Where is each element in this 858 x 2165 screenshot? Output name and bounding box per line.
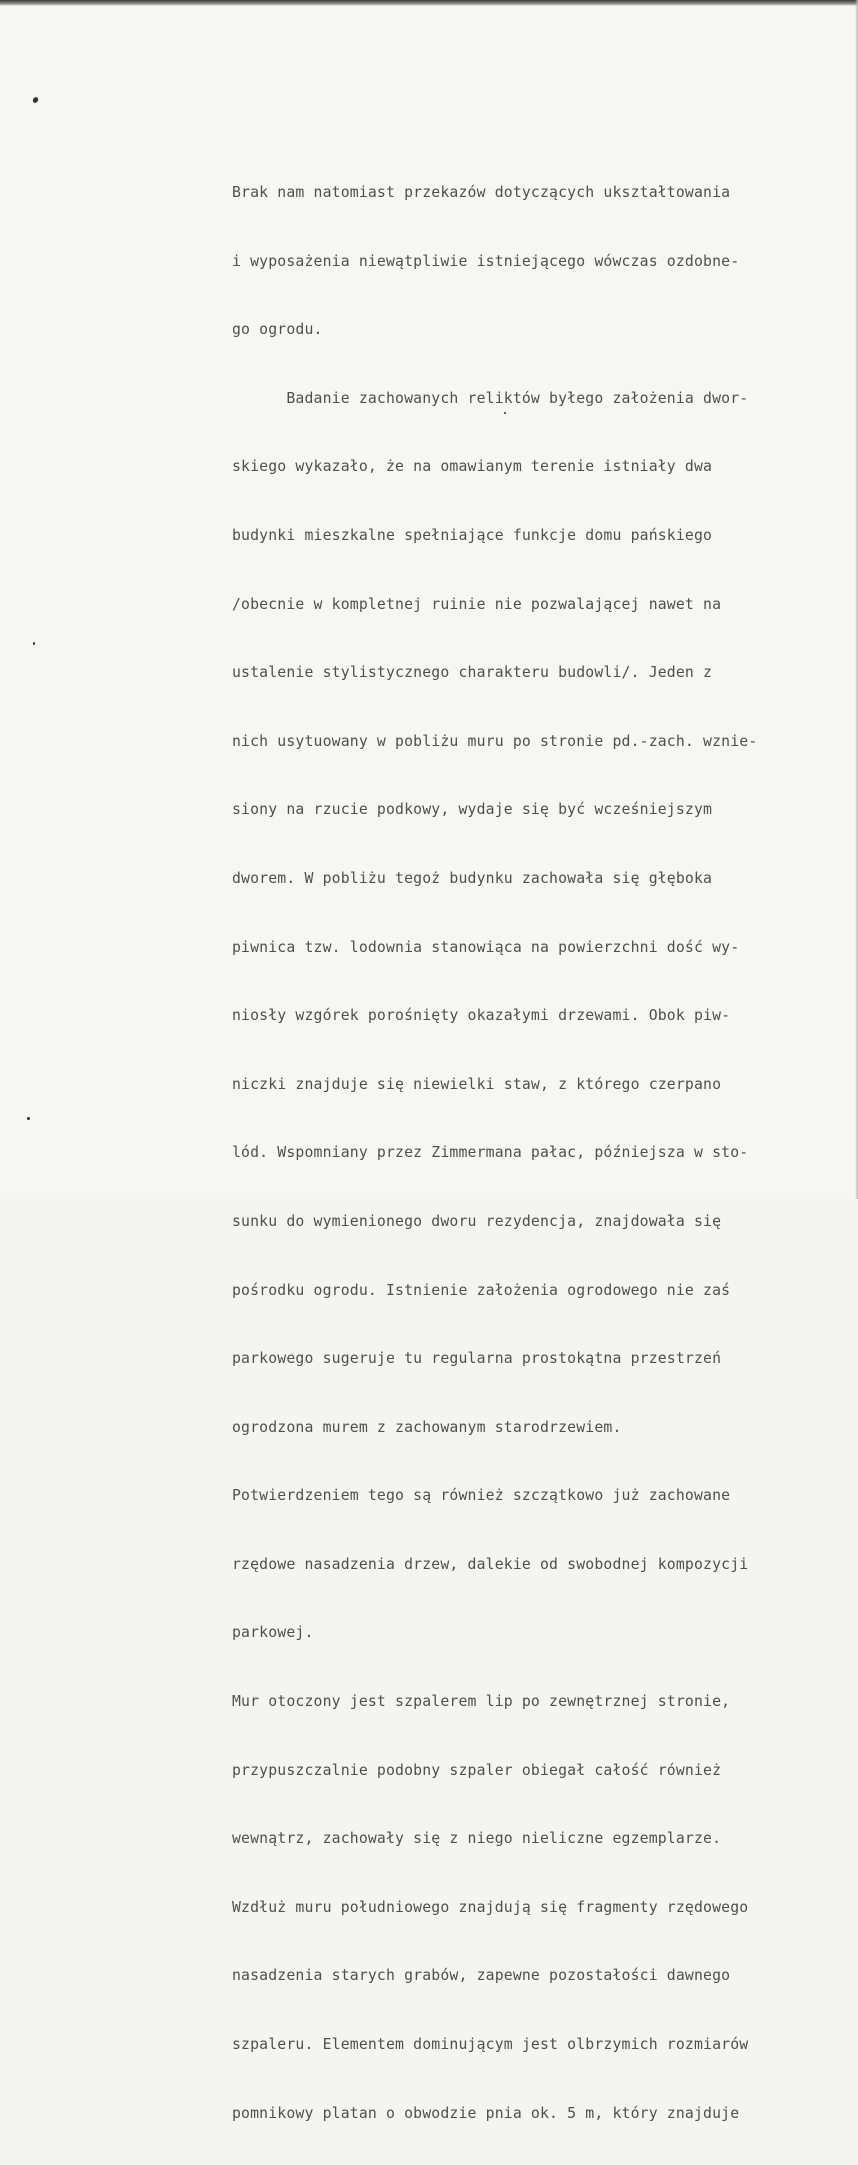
text-line: rzędowe nasadzenia drzew, dalekie od swobodnej kompozycji	[232, 1555, 749, 1573]
text-line: Mur otoczony jest szpalerem lip po zewnętrznej stronie,	[232, 1693, 731, 1711]
scan-top-edge	[0, 0, 858, 6]
text-line: pomnikowy platan o obwodzie pnia ok. 5 m, który znajduje	[232, 2104, 740, 2122]
text-line: siony na rzucie podkowy, wydaje się być wcześniejszym	[232, 801, 713, 819]
text-line: wewnątrz, zachowały się z niego nieliczne egzemplarze.	[232, 1830, 722, 1848]
text-line: nasadzenia starych grabów, zapewne pozostałości dawnego	[232, 1967, 731, 1985]
typed-text-body	[232, 142, 832, 2165]
text-line: i wyposażenia niewątpliwie istniejącego wówczas ozdobne-	[232, 252, 740, 270]
text-line: przypuszczalnie podobny szpaler obiegał całość również	[232, 1761, 722, 1779]
text-line: budynki mieszkalne spełniające funkcje domu pańskiego	[232, 526, 713, 544]
text-line: Brak nam natomiast przekazów dotyczących ukształtowania	[232, 184, 731, 201]
text-line: pośrodku ogrodu. Istnienie założenia ogrodowego nie zaś	[232, 1281, 731, 1299]
text-line: piwnica tzw. lodownia stanowiąca na powierzchni dość wy-	[232, 938, 740, 956]
ink-speck	[33, 642, 35, 645]
text-line: dworem. W pobliżu tegoż budynku zachowała się głęboka	[232, 869, 713, 887]
text-line: go ogrodu.	[232, 321, 323, 339]
text-line: parkowej.	[232, 1624, 314, 1642]
text-line: szpaleru. Elementem dominującym jest olbrzymich rozmiarów	[232, 2036, 749, 2054]
text-line: ogrodzona murem z zachowanym starodrzewiem.	[232, 1418, 622, 1436]
text-line: Potwierdzeniem tego są również szczątkowo już zachowane	[232, 1487, 731, 1505]
text-line: parkowego sugeruje tu regularna prostokątna przestrzeń	[232, 1350, 722, 1368]
text-line: lód. Wspomniany przez Zimmermana pałac, późniejsza w sto-	[232, 1144, 749, 1162]
ink-speck	[27, 1117, 30, 1120]
text-line: Badanie zachowanych reliktów byłego założenia dwor-	[232, 389, 749, 407]
text-line: /obecnie w kompletnej ruinie nie pozwalającej nawet na	[232, 595, 722, 613]
text-line: Wzdłuż muru południowego znajdują się fragmenty rzędowego	[232, 1898, 749, 1916]
ink-speck	[32, 96, 40, 104]
text-line: skiego wykazało, że na omawianym terenie istniały dwa	[232, 458, 713, 476]
text-line: nich usytuowany w pobliżu muru po stronie pd.-zach. wznie-	[232, 732, 758, 750]
text-line: niczki znajduje się niewielki staw, z którego czerpano	[232, 1075, 722, 1093]
text-line: ustalenie stylistycznego charakteru budowli/. Jeden z	[232, 664, 713, 682]
text-line: sunku do wymienionego dworu rezydencja, znajdowała się	[232, 1212, 722, 1230]
text-line: niosły wzgórek porośnięty okazałymi drzewami. Obok piw-	[232, 1007, 731, 1025]
